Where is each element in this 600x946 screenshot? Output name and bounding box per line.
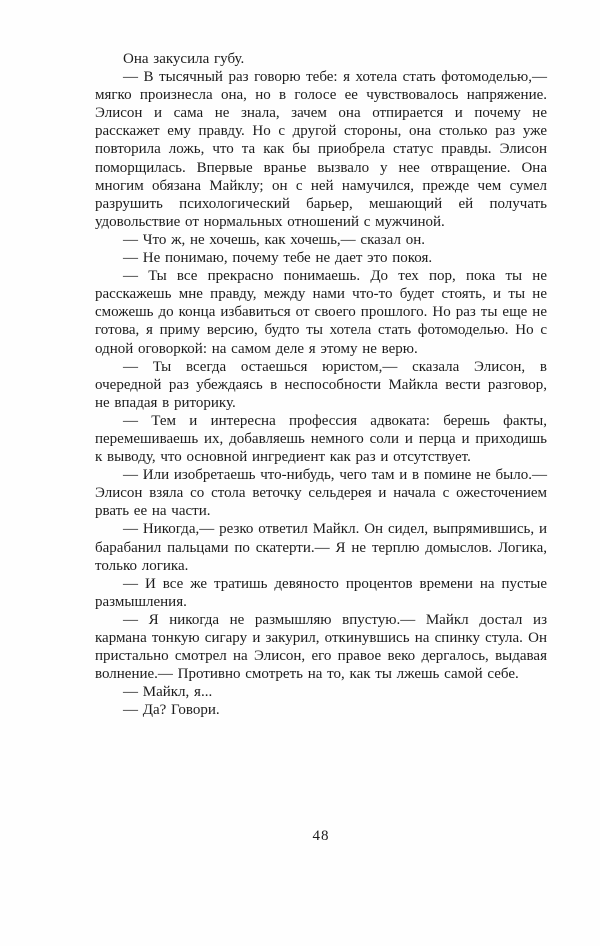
paragraph: — Тем и интересна профессия адвоката: берешь факты, перемешиваешь их, добавляешь немного соли и перца и приходишь к выводу, что основной ингредиент как раз и отсутствует. bbox=[95, 412, 547, 466]
paragraph: — Майкл, я... bbox=[123, 684, 213, 701]
paragraph: — Ты всегда остаешься юристом,— сказала Элисон, в очередной раз убеждаясь в неспособности Майкла вести разговор, не впадая в риторику. bbox=[95, 358, 547, 411]
paragraph: Она закусила губу. bbox=[123, 51, 245, 67]
paragraph: — Или изобретаешь что-нибудь, чего там и в помине не было.— Элисон взяла со стола веточку сельдерея и начала с ожесточением рвать ее на части. bbox=[95, 467, 547, 520]
paragraph: — Не понимаю, почему тебе не дает это покоя. bbox=[123, 250, 433, 267]
paragraph: — Я никогда не размышляю впустую.— Майкл достал из кармана тонкую сигару и закурил, откинувшись на спинку стула. Он пристально смотрел на Элисон, его правое веко дергалось, выдавая волнение.— Противно смотреть на то, как ты лжешь самой себе. bbox=[95, 611, 547, 683]
paragraph: — Ты все прекрасно понимаешь. До тех пор, пока ты не расскажешь мне правду, между нами что-то будет стоять, и ты не сможешь до конца избавиться от своего прошлого. Но раз ты еще не готова, я приму версию, будто ты хотела стать фотомоделью. Но с одной оговоркой: на самом деле я этому не верю. bbox=[95, 268, 547, 357]
paragraph: — В тысячный раз говорю тебе: я хотела стать фотомоделью,— мягко произнесла она, но в голосе ее чувствовалось напряжение. Элисон и сама не знала, зачем она отпирается и почему не расскажет ему правду. Но с другой стороны, она столько раз уже повторила ложь, что та как бы приобрела статус правды. Элисон поморщилась. Впервые вранье вызвало у нее отвращение. Она многим обязана Майклу; он с ней намучился, прежде чем сумел разрушить психологический барьер, мешающий ей получать удовольствие от нормальных отношений с мужчиной. bbox=[95, 69, 547, 230]
paragraph: — Никогда,— резко ответил Майкл. Он сидел, выпрямившись, и барабанил пальцами по скатерти.— Я не терплю домыслов. Логика, только логика. bbox=[95, 521, 547, 574]
page-number: 48 bbox=[312, 828, 330, 844]
paragraph: — Да? Говори. bbox=[123, 702, 220, 719]
text-block bbox=[95, 50, 547, 719]
paragraph: — Что ж, не хочешь, как хочешь,— сказал он. bbox=[123, 231, 426, 248]
paragraph: — И все же тратишь девяносто процентов времени на пустые размышления. bbox=[95, 575, 547, 610]
